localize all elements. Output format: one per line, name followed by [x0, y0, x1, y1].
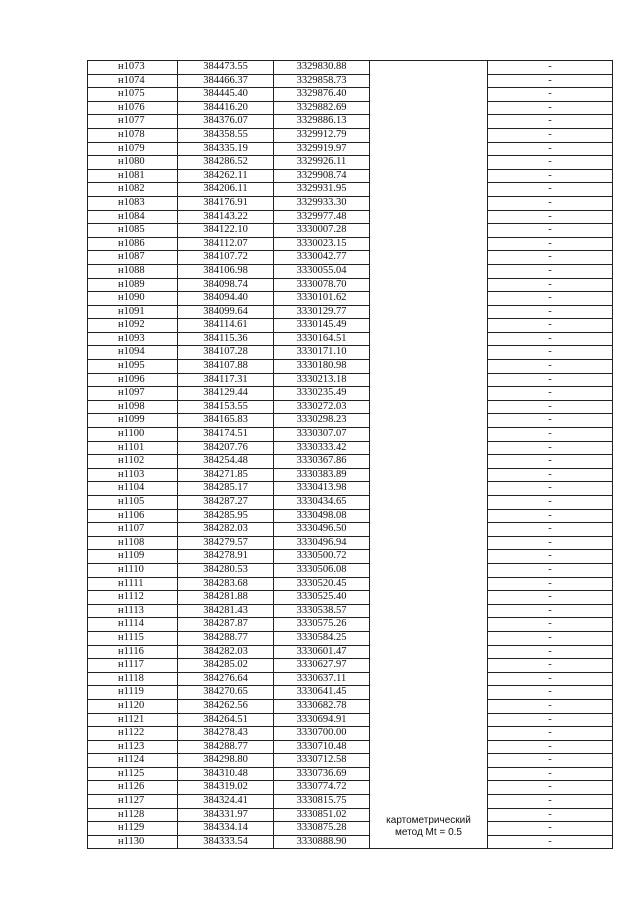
table-row [88, 468, 613, 482]
note-cell: - [488, 305, 613, 319]
y-coordinate-cell: 3330710.48 [274, 740, 370, 754]
x-coordinate-cell: 384416.20 [178, 101, 274, 115]
point-name-cell: н1087 [88, 251, 178, 265]
y-coordinate-cell: 3330815.75 [274, 795, 370, 809]
table-row [88, 305, 613, 319]
table-row [88, 264, 613, 278]
note-cell: - [488, 428, 613, 442]
y-coordinate-cell: 3330525.40 [274, 591, 370, 605]
x-coordinate-cell: 384270.65 [178, 686, 274, 700]
point-name-cell: н1098 [88, 400, 178, 414]
table-row [88, 169, 613, 183]
x-coordinate-cell: 384285.95 [178, 509, 274, 523]
x-coordinate-cell: 384153.55 [178, 400, 274, 414]
note-cell: - [488, 224, 613, 238]
point-name-cell: н1122 [88, 727, 178, 741]
method-accuracy: метод Mt = 0.5 [395, 827, 462, 839]
note-cell: - [488, 387, 613, 401]
x-coordinate-cell: 384287.27 [178, 496, 274, 510]
table-row [88, 74, 613, 88]
point-name-cell: н1127 [88, 795, 178, 809]
note-cell: - [488, 142, 613, 156]
note-cell: - [488, 414, 613, 428]
x-coordinate-cell: 384319.02 [178, 781, 274, 795]
note-cell: - [488, 550, 613, 564]
table-row [88, 536, 613, 550]
point-name-cell: н1121 [88, 713, 178, 727]
y-coordinate-cell: 3330712.58 [274, 754, 370, 768]
table-row [88, 482, 613, 496]
x-coordinate-cell: 384282.03 [178, 523, 274, 537]
x-coordinate-cell: 384283.68 [178, 577, 274, 591]
x-coordinate-cell: 384207.76 [178, 441, 274, 455]
point-name-cell: н1128 [88, 808, 178, 822]
x-coordinate-cell: 384282.03 [178, 645, 274, 659]
y-coordinate-cell: 3330498.08 [274, 509, 370, 523]
table-row [88, 441, 613, 455]
x-coordinate-cell: 384129.44 [178, 387, 274, 401]
y-coordinate-cell: 3329926.11 [274, 156, 370, 170]
point-name-cell: н1077 [88, 115, 178, 129]
x-coordinate-cell: 384143.22 [178, 210, 274, 224]
table-row [88, 373, 613, 387]
table-row [88, 523, 613, 537]
y-coordinate-cell: 3329886.13 [274, 115, 370, 129]
x-coordinate-cell: 384165.83 [178, 414, 274, 428]
y-coordinate-cell: 3330627.97 [274, 659, 370, 673]
y-coordinate-cell: 3330774.72 [274, 781, 370, 795]
note-cell: - [488, 441, 613, 455]
y-coordinate-cell: 3329977.48 [274, 210, 370, 224]
x-coordinate-cell: 384288.77 [178, 740, 274, 754]
x-coordinate-cell: 384331.97 [178, 808, 274, 822]
note-cell: - [488, 672, 613, 686]
note-cell: - [488, 482, 613, 496]
point-name-cell: н1090 [88, 292, 178, 306]
x-coordinate-cell: 384115.36 [178, 332, 274, 346]
x-coordinate-cell: 384107.72 [178, 251, 274, 265]
y-coordinate-cell: 3330129.77 [274, 305, 370, 319]
point-name-cell: н1085 [88, 224, 178, 238]
table-row [88, 115, 613, 129]
y-coordinate-cell: 3330601.47 [274, 645, 370, 659]
point-name-cell: н1117 [88, 659, 178, 673]
table-row [88, 822, 613, 836]
x-coordinate-cell: 384254.48 [178, 455, 274, 469]
point-name-cell: н1086 [88, 237, 178, 251]
note-cell: - [488, 604, 613, 618]
note-cell: - [488, 332, 613, 346]
point-name-cell: н1125 [88, 767, 178, 781]
table-row [88, 251, 613, 265]
note-cell: - [488, 767, 613, 781]
point-name-cell: н1129 [88, 822, 178, 836]
y-coordinate-cell: 3330434.65 [274, 496, 370, 510]
note-cell: - [488, 686, 613, 700]
y-coordinate-cell: 3330888.90 [274, 835, 370, 849]
note-cell: - [488, 740, 613, 754]
table-row [88, 210, 613, 224]
table-row [88, 142, 613, 156]
y-coordinate-cell: 3330007.28 [274, 224, 370, 238]
x-coordinate-cell: 384122.10 [178, 224, 274, 238]
table-row [88, 754, 613, 768]
x-coordinate-cell: 384334.14 [178, 822, 274, 836]
point-name-cell: н1075 [88, 88, 178, 102]
point-name-cell: н1104 [88, 482, 178, 496]
table-row [88, 183, 613, 197]
y-coordinate-cell: 3330383.89 [274, 468, 370, 482]
table-row [88, 360, 613, 374]
y-coordinate-cell: 3330584.25 [274, 631, 370, 645]
table-row [88, 645, 613, 659]
x-coordinate-cell: 384376.07 [178, 115, 274, 129]
table-row [88, 550, 613, 564]
note-cell: - [488, 496, 613, 510]
note-cell: - [488, 61, 613, 75]
y-coordinate-cell: 3330496.94 [274, 536, 370, 550]
y-coordinate-cell: 3329912.79 [274, 128, 370, 142]
point-name-cell: н1102 [88, 455, 178, 469]
point-name-cell: н1123 [88, 740, 178, 754]
table-row [88, 387, 613, 401]
table-row [88, 156, 613, 170]
y-coordinate-cell: 3330298.23 [274, 414, 370, 428]
x-coordinate-cell: 384281.88 [178, 591, 274, 605]
y-coordinate-cell: 3330023.15 [274, 237, 370, 251]
note-cell: - [488, 808, 613, 822]
point-name-cell: н1108 [88, 536, 178, 550]
note-cell: - [488, 713, 613, 727]
y-coordinate-cell: 3330851.02 [274, 808, 370, 822]
note-cell: - [488, 455, 613, 469]
point-name-cell: н1112 [88, 591, 178, 605]
point-name-cell: н1089 [88, 278, 178, 292]
point-name-cell: н1100 [88, 428, 178, 442]
y-coordinate-cell: 3329882.69 [274, 101, 370, 115]
table-row [88, 496, 613, 510]
x-coordinate-cell: 384278.91 [178, 550, 274, 564]
x-coordinate-cell: 384288.77 [178, 631, 274, 645]
x-coordinate-cell: 384262.56 [178, 699, 274, 713]
point-name-cell: н1119 [88, 686, 178, 700]
y-coordinate-cell: 3330641.45 [274, 686, 370, 700]
point-name-cell: н1118 [88, 672, 178, 686]
note-cell: - [488, 360, 613, 374]
x-coordinate-cell: 384445.40 [178, 88, 274, 102]
table-row [88, 618, 613, 632]
note-cell: - [488, 210, 613, 224]
y-coordinate-cell: 3329933.30 [274, 196, 370, 210]
y-coordinate-cell: 3329919.97 [274, 142, 370, 156]
y-coordinate-cell: 3329876.40 [274, 88, 370, 102]
y-coordinate-cell: 3330496.50 [274, 523, 370, 537]
note-cell: - [488, 251, 613, 265]
point-name-cell: н1101 [88, 441, 178, 455]
note-cell: - [488, 101, 613, 115]
note-cell: - [488, 631, 613, 645]
table-row [88, 727, 613, 741]
point-name-cell: н1115 [88, 631, 178, 645]
note-cell: - [488, 264, 613, 278]
y-coordinate-cell: 3329858.73 [274, 74, 370, 88]
y-coordinate-cell: 3330055.04 [274, 264, 370, 278]
table-row [88, 237, 613, 251]
y-coordinate-cell: 3330736.69 [274, 767, 370, 781]
table-row [88, 128, 613, 142]
table-row [88, 292, 613, 306]
x-coordinate-cell: 384281.43 [178, 604, 274, 618]
x-coordinate-cell: 384278.43 [178, 727, 274, 741]
y-coordinate-cell: 3330180.98 [274, 360, 370, 374]
table-row [88, 196, 613, 210]
x-coordinate-cell: 384107.88 [178, 360, 274, 374]
y-coordinate-cell: 3329931.95 [274, 183, 370, 197]
note-cell: - [488, 373, 613, 387]
note-cell: - [488, 523, 613, 537]
y-coordinate-cell: 3330042.77 [274, 251, 370, 265]
point-name-cell: н1088 [88, 264, 178, 278]
point-name-cell: н1107 [88, 523, 178, 537]
x-coordinate-cell: 384276.64 [178, 672, 274, 686]
x-coordinate-cell: 384099.64 [178, 305, 274, 319]
table-row [88, 781, 613, 795]
x-coordinate-cell: 384335.19 [178, 142, 274, 156]
point-name-cell: н1076 [88, 101, 178, 115]
point-name-cell: н1111 [88, 577, 178, 591]
x-coordinate-cell: 384285.02 [178, 659, 274, 673]
y-coordinate-cell: 3330506.08 [274, 563, 370, 577]
y-coordinate-cell: 3330164.51 [274, 332, 370, 346]
x-coordinate-cell: 384285.17 [178, 482, 274, 496]
note-cell: - [488, 563, 613, 577]
point-name-cell: н1109 [88, 550, 178, 564]
x-coordinate-cell: 384112.07 [178, 237, 274, 251]
point-name-cell: н1116 [88, 645, 178, 659]
point-name-cell: н1099 [88, 414, 178, 428]
method-cell [370, 61, 488, 849]
y-coordinate-cell: 3330171.10 [274, 346, 370, 360]
note-cell: - [488, 727, 613, 741]
y-coordinate-cell: 3330520.45 [274, 577, 370, 591]
x-coordinate-cell: 384114.61 [178, 319, 274, 333]
y-coordinate-cell: 3330875.28 [274, 822, 370, 836]
table-row [88, 428, 613, 442]
point-name-cell: н1083 [88, 196, 178, 210]
table-row [88, 672, 613, 686]
x-coordinate-cell: 384094.40 [178, 292, 274, 306]
note-cell: - [488, 74, 613, 88]
point-name-cell: н1113 [88, 604, 178, 618]
point-name-cell: н1114 [88, 618, 178, 632]
note-cell: - [488, 536, 613, 550]
y-coordinate-cell: 3330700.00 [274, 727, 370, 741]
table-row [88, 278, 613, 292]
x-coordinate-cell: 384324.41 [178, 795, 274, 809]
x-coordinate-cell: 384206.11 [178, 183, 274, 197]
note-cell: - [488, 88, 613, 102]
x-coordinate-cell: 384298.80 [178, 754, 274, 768]
table-row [88, 346, 613, 360]
x-coordinate-cell: 384473.55 [178, 61, 274, 75]
y-coordinate-cell: 3329908.74 [274, 169, 370, 183]
x-coordinate-cell: 384098.74 [178, 278, 274, 292]
table-row [88, 414, 613, 428]
x-coordinate-cell: 384107.28 [178, 346, 274, 360]
point-name-cell: н1074 [88, 74, 178, 88]
point-name-cell: н1105 [88, 496, 178, 510]
x-coordinate-cell: 384271.85 [178, 468, 274, 482]
table-row [88, 808, 613, 822]
point-name-cell: н1110 [88, 563, 178, 577]
point-name-cell: н1120 [88, 699, 178, 713]
y-coordinate-cell: 3330637.11 [274, 672, 370, 686]
note-cell: - [488, 156, 613, 170]
table-row [88, 101, 613, 115]
note-cell: - [488, 835, 613, 849]
x-coordinate-cell: 384117.31 [178, 373, 274, 387]
x-coordinate-cell: 384176.91 [178, 196, 274, 210]
x-coordinate-cell: 384310.48 [178, 767, 274, 781]
table-row [88, 591, 613, 605]
point-name-cell: н1093 [88, 332, 178, 346]
note-cell: - [488, 169, 613, 183]
point-name-cell: н1080 [88, 156, 178, 170]
note-cell: - [488, 468, 613, 482]
table-row [88, 767, 613, 781]
point-name-cell: н1096 [88, 373, 178, 387]
y-coordinate-cell: 3330078.70 [274, 278, 370, 292]
point-name-cell: н1073 [88, 61, 178, 75]
note-cell: - [488, 795, 613, 809]
point-name-cell: н1092 [88, 319, 178, 333]
table-row [88, 509, 613, 523]
table-row [88, 319, 613, 333]
point-name-cell: н1094 [88, 346, 178, 360]
y-coordinate-cell: 3330682.78 [274, 699, 370, 713]
y-coordinate-cell: 3330575.26 [274, 618, 370, 632]
point-name-cell: н1124 [88, 754, 178, 768]
x-coordinate-cell: 384358.55 [178, 128, 274, 142]
y-coordinate-cell: 3330213.18 [274, 373, 370, 387]
note-cell: - [488, 346, 613, 360]
note-cell: - [488, 645, 613, 659]
point-name-cell: н1079 [88, 142, 178, 156]
table-row [88, 659, 613, 673]
point-name-cell: н1130 [88, 835, 178, 849]
y-coordinate-cell: 3329830.88 [274, 61, 370, 75]
y-coordinate-cell: 3330101.62 [274, 292, 370, 306]
table-row [88, 713, 613, 727]
note-cell: - [488, 292, 613, 306]
point-name-cell: н1106 [88, 509, 178, 523]
x-coordinate-cell: 384280.53 [178, 563, 274, 577]
note-cell: - [488, 196, 613, 210]
x-coordinate-cell: 384106.98 [178, 264, 274, 278]
note-cell: - [488, 659, 613, 673]
x-coordinate-cell: 384333.54 [178, 835, 274, 849]
point-name-cell: н1082 [88, 183, 178, 197]
y-coordinate-cell: 3330694.91 [274, 713, 370, 727]
x-coordinate-cell: 384466.37 [178, 74, 274, 88]
table-row [88, 686, 613, 700]
note-cell: - [488, 237, 613, 251]
note-cell: - [488, 591, 613, 605]
y-coordinate-cell: 3330413.98 [274, 482, 370, 496]
y-coordinate-cell: 3330307.07 [274, 428, 370, 442]
y-coordinate-cell: 3330145.49 [274, 319, 370, 333]
table-row [88, 604, 613, 618]
table-row [88, 400, 613, 414]
y-coordinate-cell: 3330333.42 [274, 441, 370, 455]
point-name-cell: н1095 [88, 360, 178, 374]
note-cell: - [488, 699, 613, 713]
table-row [88, 577, 613, 591]
note-cell: - [488, 115, 613, 129]
note-cell: - [488, 577, 613, 591]
point-name-cell: н1081 [88, 169, 178, 183]
x-coordinate-cell: 384286.52 [178, 156, 274, 170]
y-coordinate-cell: 3330235.49 [274, 387, 370, 401]
point-name-cell: н1097 [88, 387, 178, 401]
method-name: картометрический [386, 815, 471, 827]
note-cell: - [488, 822, 613, 836]
table-row [88, 563, 613, 577]
table-row [88, 795, 613, 809]
y-coordinate-cell: 3330367.86 [274, 455, 370, 469]
table-row [88, 88, 613, 102]
coordinates-table [87, 60, 613, 849]
point-name-cell: н1091 [88, 305, 178, 319]
table-row [88, 61, 613, 75]
note-cell: - [488, 183, 613, 197]
x-coordinate-cell: 384264.51 [178, 713, 274, 727]
y-coordinate-cell: 3330500.72 [274, 550, 370, 564]
note-cell: - [488, 128, 613, 142]
note-cell: - [488, 509, 613, 523]
x-coordinate-cell: 384262.11 [178, 169, 274, 183]
point-name-cell: н1103 [88, 468, 178, 482]
note-cell: - [488, 781, 613, 795]
note-cell: - [488, 618, 613, 632]
table-row [88, 631, 613, 645]
table-row [88, 740, 613, 754]
table-row [88, 699, 613, 713]
note-cell: - [488, 278, 613, 292]
note-cell: - [488, 319, 613, 333]
point-name-cell: н1078 [88, 128, 178, 142]
note-cell: - [488, 754, 613, 768]
point-name-cell: н1084 [88, 210, 178, 224]
x-coordinate-cell: 384279.57 [178, 536, 274, 550]
table-row [88, 835, 613, 849]
point-name-cell: н1126 [88, 781, 178, 795]
x-coordinate-cell: 384174.51 [178, 428, 274, 442]
table-row [88, 455, 613, 469]
table-body [88, 61, 613, 849]
y-coordinate-cell: 3330538.57 [274, 604, 370, 618]
note-cell: - [488, 400, 613, 414]
x-coordinate-cell: 384287.87 [178, 618, 274, 632]
y-coordinate-cell: 3330272.03 [274, 400, 370, 414]
table-row [88, 332, 613, 346]
table-row [88, 224, 613, 238]
